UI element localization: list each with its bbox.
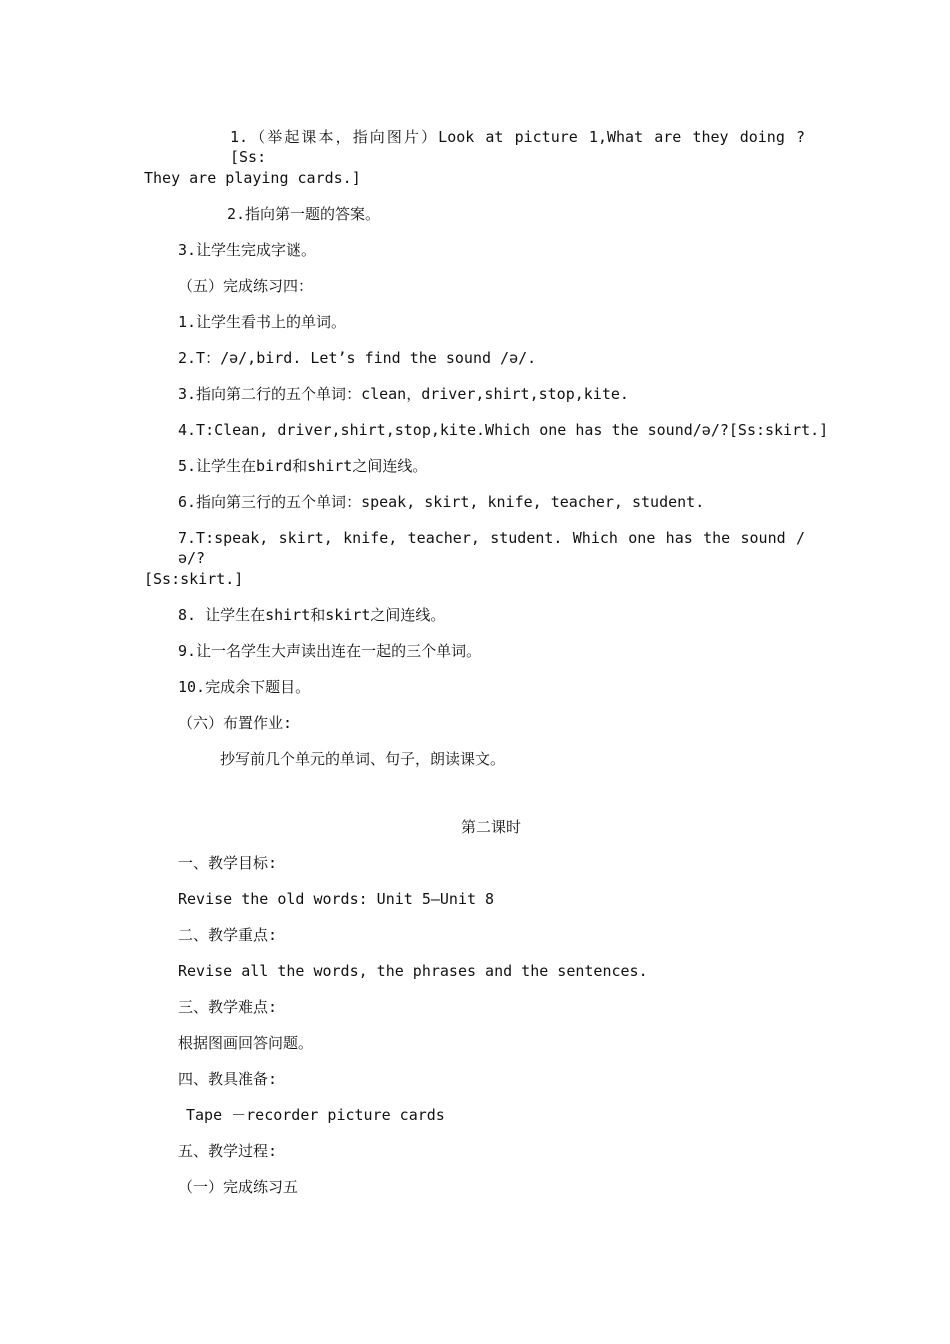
text-line-16: 10.完成余下题目。 (178, 678, 311, 696)
text-line-13: [Ss:skirt.] (144, 570, 244, 588)
text-line-10: 5.让学生在bird和shirt之间连线。 (178, 457, 428, 475)
text-line-7: 2.T：/ə/,bird. Let’s find the sound /ə/. (178, 349, 537, 367)
text-line-goals: Revise the old words: Unit 5—Unit 8 (178, 890, 495, 908)
section-heading-difficulties: 三、教学难点: (178, 998, 278, 1016)
text-line-15: 9.让一名学生大声读出连在一起的三个单词。 (178, 642, 482, 660)
text-line-3: 2.指向第一题的答案。 (227, 205, 381, 223)
section-heading-17: （六）布置作业: (178, 714, 293, 732)
section-heading-key-points: 二、教学重点: (178, 926, 278, 944)
text-line-materials: Tape －recorder picture cards (186, 1106, 445, 1124)
text-line-18: 抄写前几个单元的单词、句子，朗读课文。 (220, 750, 506, 768)
section-heading-materials: 四、教具准备: (178, 1070, 278, 1088)
section-heading-5: （五）完成练习四： (178, 277, 314, 295)
text-line-8: 3.指向第二行的五个单词：clean，driver,shirt,stop,kite. (178, 385, 629, 403)
text-line-14: 8. 让学生在shirt和skirt之间连线。 (178, 606, 446, 624)
text-line-6: 1.让学生看书上的单词。 (178, 313, 347, 331)
text-line-4: 3.让学生完成字谜。 (178, 241, 317, 259)
section-heading-goals: 一、教学目标: (178, 854, 278, 872)
text-line-2: They are playing cards.] (144, 169, 361, 187)
text-line-key-points: Revise all the words, the phrases and the sentences. (178, 962, 648, 980)
text-line-11: 6.指向第三行的五个单词：speak, skirt, knife, teacher, student. (178, 493, 705, 511)
section-heading-exercise-five: （一）完成练习五 (178, 1178, 299, 1196)
text-line-12: 7.T:speak, skirt, knife, teacher, student. Which one has the sound /ə/? (178, 529, 805, 567)
text-line-9: 4.T:Clean, driver,shirt,stop,kite.Which one has the sound/ə/?[Ss:skirt.] (178, 421, 829, 439)
lesson-title: 第二课时 (460, 818, 521, 836)
text-line-1: 1.（举起课本，指向图片）Look at picture 1,What are they doing ? [Ss: (230, 128, 805, 166)
section-heading-process: 五、教学过程: (178, 1142, 278, 1160)
text-line-difficulties: 根据图画回答问题。 (178, 1034, 314, 1052)
